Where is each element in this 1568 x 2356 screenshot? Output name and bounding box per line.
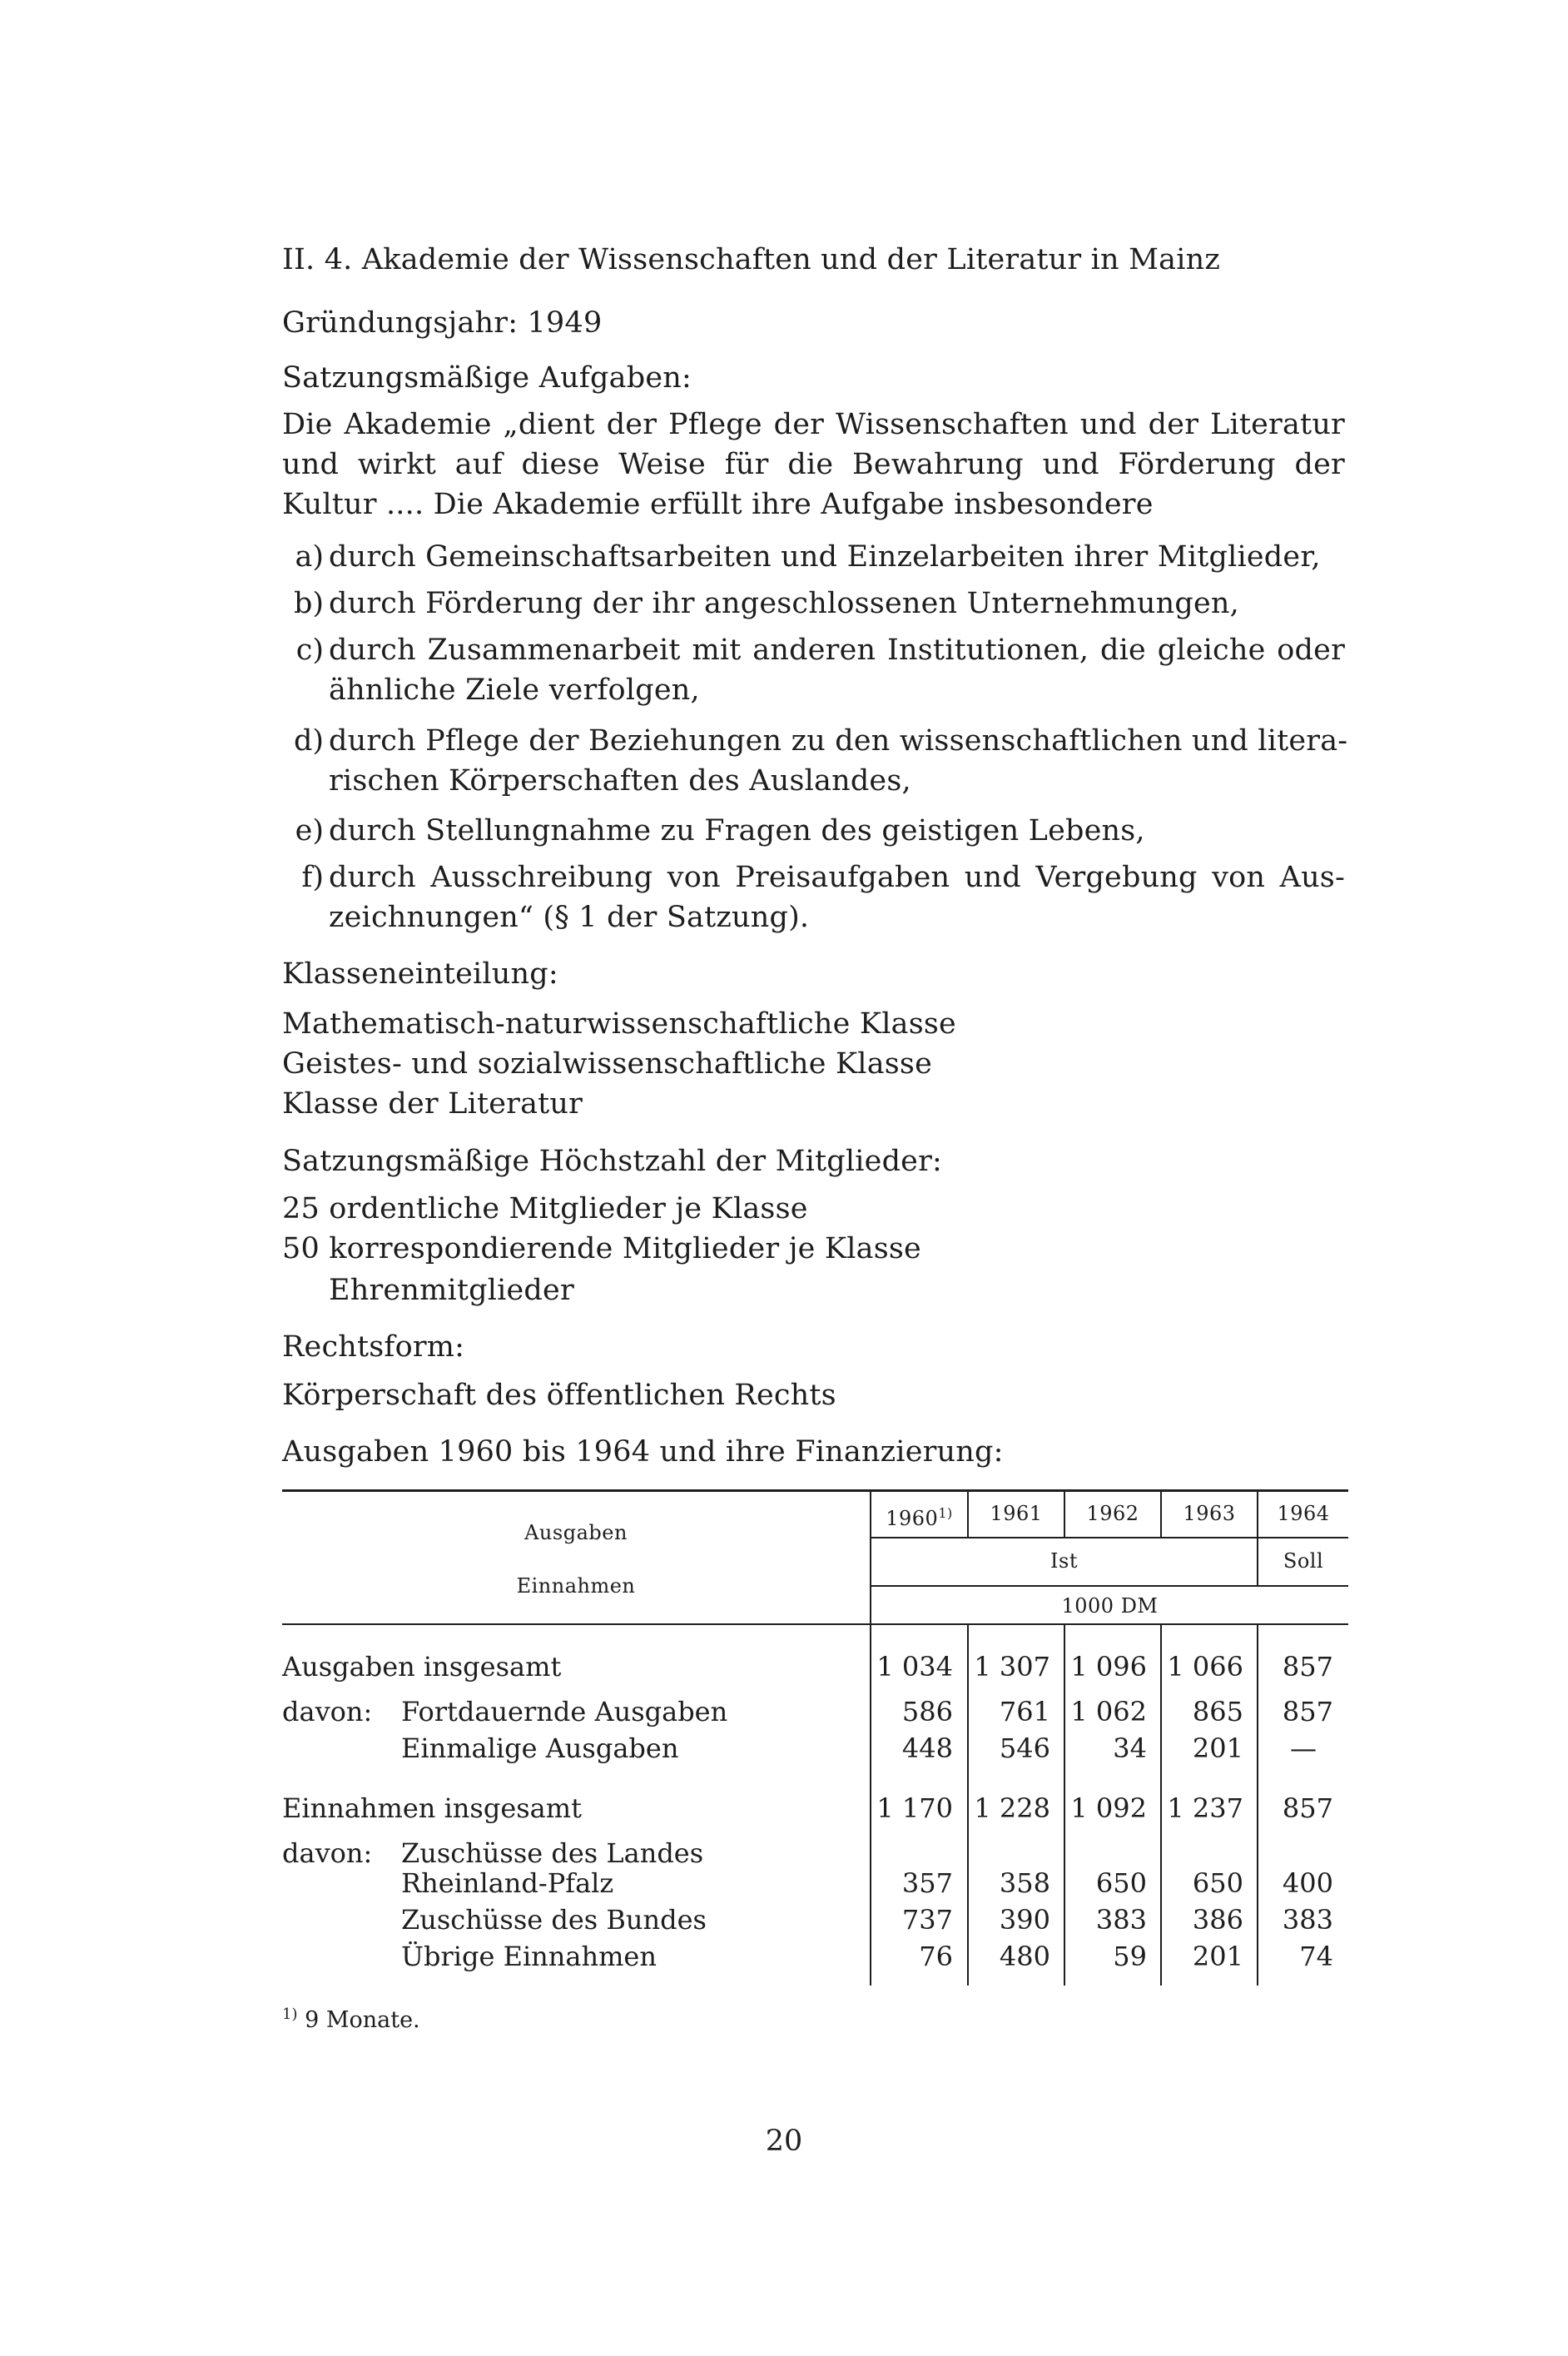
task-line: durch Zusammenarbeit mit anderen Institutionen, die gleiche oder — [329, 634, 1345, 667]
members-heading: Satzungsmäßige Höchstzahl der Mitglieder: — [282, 1145, 943, 1178]
tasks-heading: Satzungsmäßige Aufgaben: — [282, 361, 692, 395]
header-unit: 1000 DM — [1061, 1594, 1159, 1618]
table-cell: 1 062 — [1070, 1696, 1147, 1727]
legal-heading: Rechtsform: — [282, 1330, 465, 1364]
task-line: durch Pflege der Beziehungen zu den wissenschaftlichen und litera- — [329, 724, 1348, 758]
member-item: 50 korrespondierende Mitglieder je Klasse — [282, 1232, 921, 1265]
table-header-rule — [282, 1623, 1348, 1625]
table-cell: 74 — [1299, 1941, 1333, 1972]
table-cell: 1 237 — [1167, 1792, 1243, 1824]
task-line: zeichnungen“ (§ 1 der Satzung). — [329, 901, 810, 934]
table-cell: 586 — [901, 1696, 953, 1727]
header-stub-ausgaben: Ausgaben — [524, 1521, 628, 1544]
table-cell: 857 — [1282, 1651, 1333, 1683]
header-year-1961: 1961 — [990, 1502, 1043, 1525]
row-prefix: davon: — [282, 1837, 373, 1869]
table-cell: 357 — [901, 1867, 953, 1899]
header-year-1962: 1962 — [1086, 1502, 1139, 1525]
founding-year: Gründungsjahr: 1949 — [282, 306, 603, 340]
table-cell: 59 — [1113, 1941, 1147, 1972]
table-cell: — — [1290, 1732, 1317, 1764]
table-cell: 650 — [1095, 1867, 1147, 1899]
table-cell: 480 — [999, 1941, 1050, 1972]
table-cell: 390 — [999, 1904, 1050, 1936]
task-marker: f) — [301, 861, 324, 894]
intro-line: und wirkt auf diese Weise für die Bewahrung und Förderung der — [282, 448, 1345, 481]
task-line: durch Gemeinschaftsarbeiten und Einzelarbeiten ihrer Mitglieder, — [329, 540, 1321, 574]
table-cell: 383 — [1282, 1904, 1333, 1936]
table-cell: 857 — [1282, 1792, 1333, 1824]
header-ist: Ist — [1050, 1549, 1078, 1573]
table-cell: 1 170 — [876, 1792, 953, 1824]
table-cell: 386 — [1192, 1904, 1243, 1936]
task-line: durch Ausschreibung von Preisaufgaben und Vergebung von Aus- — [329, 861, 1345, 894]
table-cell: 1 066 — [1167, 1651, 1243, 1683]
header-ist-rule — [871, 1585, 1348, 1587]
class-item: Mathematisch-naturwissenschaftliche Klasse — [282, 1007, 956, 1041]
table-top-rule — [282, 1489, 1348, 1492]
table-cell: 76 — [919, 1941, 953, 1972]
row-label: Einmalige Ausgaben — [401, 1732, 679, 1764]
table-cell: 383 — [1095, 1904, 1147, 1936]
header-year-1964: 1964 — [1277, 1502, 1330, 1525]
task-line: durch Stellungnahme zu Fragen des geistigen Lebens, — [329, 814, 1145, 847]
row-label: Zuschüsse des Landes — [401, 1837, 704, 1869]
row-label: Übrige Einnahmen — [401, 1941, 657, 1972]
row-prefix: davon: — [282, 1696, 373, 1727]
footnote-mark: 1) — [282, 2006, 298, 2023]
page-number: 20 — [765, 2125, 803, 2158]
legal-form: Körperschaft des öffentlichen Rechts — [282, 1379, 836, 1412]
header-stub-einnahmen: Einnahmen — [516, 1574, 636, 1598]
task-marker: a) — [295, 540, 324, 574]
task-line: durch Förderung der ihr angeschlossenen Unternehmungen, — [329, 587, 1240, 620]
intro-line: Die Akademie „dient der Pflege der Wissenschaften und der Literatur — [282, 408, 1345, 441]
table-cell: 857 — [1282, 1696, 1333, 1727]
table-cell: 1 307 — [974, 1651, 1050, 1683]
section-title: II. 4. Akademie der Wissenschaften und der Literatur in Mainz — [282, 243, 1220, 276]
header-soll: Soll — [1283, 1549, 1324, 1573]
member-item: Ehrenmitglieder — [329, 1274, 574, 1307]
row-label: Rheinland-Pfalz — [401, 1867, 614, 1899]
table-cell: 201 — [1192, 1732, 1243, 1764]
task-line: rischen Körperschaften des Auslandes, — [329, 764, 911, 798]
row-label: Ausgaben insgesamt — [282, 1651, 562, 1683]
classes-heading: Klasseneinteilung: — [282, 957, 558, 991]
footnote-mark: 1) — [938, 1505, 953, 1521]
table-cell: 1 096 — [1070, 1651, 1147, 1683]
table-cell: 737 — [901, 1904, 953, 1936]
class-item: Geistes- und sozialwissenschaftliche Klasse — [282, 1047, 932, 1081]
table-cell: 865 — [1192, 1696, 1243, 1727]
header-year-rule — [871, 1537, 1348, 1538]
table-cell: 761 — [999, 1696, 1050, 1727]
task-marker: d) — [293, 724, 324, 758]
table-cell: 448 — [901, 1732, 953, 1764]
task-marker: b) — [293, 587, 324, 620]
intro-line: Kultur .... Die Akademie erfüllt ihre Aufgabe insbesondere — [282, 488, 1154, 521]
table-cell: 358 — [999, 1867, 1050, 1899]
table-cell: 650 — [1192, 1867, 1243, 1899]
member-item: 25 ordentliche Mitglieder je Klasse — [282, 1192, 808, 1225]
footnote — [282, 2000, 420, 2035]
table-cell: 1 228 — [974, 1792, 1050, 1824]
table-cell: 546 — [999, 1732, 1050, 1764]
task-marker: c) — [295, 634, 324, 667]
row-label: Fortdauernde Ausgaben — [401, 1696, 728, 1727]
finance-heading: Ausgaben 1960 bis 1964 und ihre Finanzierung: — [282, 1435, 1004, 1469]
class-item: Klasse der Literatur — [282, 1087, 583, 1121]
table-cell: 400 — [1282, 1867, 1333, 1899]
task-marker: e) — [295, 814, 324, 847]
table-cell: 34 — [1113, 1732, 1147, 1764]
row-label: Einnahmen insgesamt — [282, 1792, 582, 1824]
row-label: Zuschüsse des Bundes — [401, 1904, 707, 1936]
table-cell: 201 — [1192, 1941, 1243, 1972]
table-cell: 1 092 — [1070, 1792, 1147, 1824]
header-year-1960: 1960$^{1)}$ — [886, 1505, 953, 1530]
table-cell: 1 034 — [876, 1651, 953, 1683]
task-line: ähnliche Ziele verfolgen, — [329, 673, 700, 707]
header-year-1963: 1963 — [1183, 1502, 1236, 1525]
footnote-text: 9 Monate. — [305, 2007, 420, 2033]
